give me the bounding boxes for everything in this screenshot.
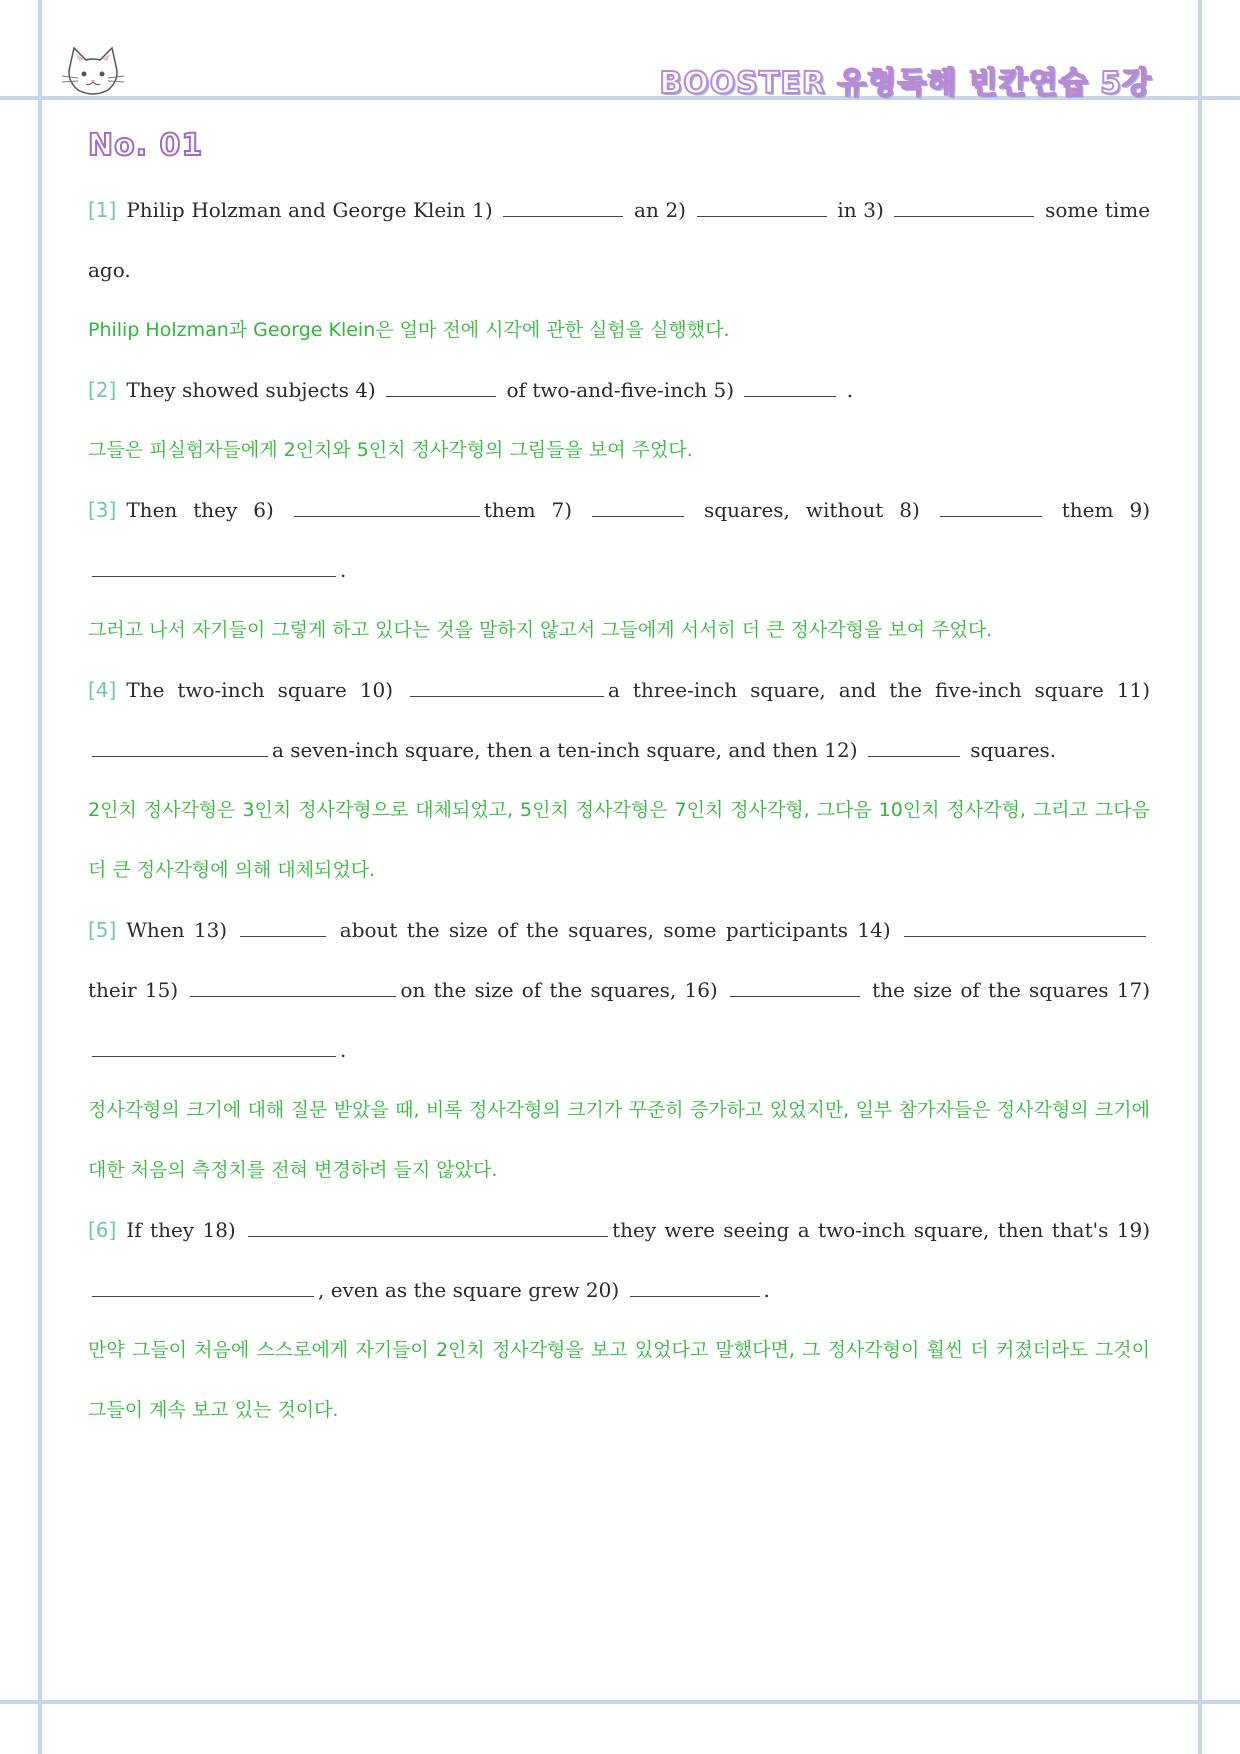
sentence-number: [5] (88, 918, 117, 942)
sentence-number: [1] (88, 198, 117, 222)
sentence-5: [5] When 13) about the size of the squares, some participants 14) their 15) on the size of the squares, 16) the size of the squares 17) . (88, 918, 1151, 1062)
sentence-6: [6] If they 18) they were seeing a two-inch square, then that's 19) , even as the square grew 20) . (88, 1218, 1151, 1302)
cat-icon (58, 44, 128, 102)
translation-2: 그들은 피실험자들에게 2인치와 5인치 정사각형의 그림들을 보여 주었다. (88, 439, 693, 461)
sentence-3: [3] Then they 6) them 7) squares, without 8) them 9) . (88, 498, 1150, 582)
blank-field[interactable] (697, 198, 827, 217)
blank-field[interactable] (190, 978, 396, 997)
blank-field[interactable] (503, 198, 623, 217)
exercise-content (88, 180, 1150, 1440)
translation-1: Philip Holzman과 George Klein은 얼마 전에 시각에 관한 실험을 실행했다. (88, 319, 730, 341)
header-title: BOOSTER 유형독해 빈칸연습 5강 (659, 66, 1152, 101)
frame-bottom-line (0, 1700, 1240, 1704)
sentence-4: [4] The two-inch square 10) a three-inch square, and the five-inch square 11) a seven-inch square, then a ten-inch square, and then 12) squares. (88, 678, 1150, 762)
blank-field[interactable] (240, 918, 326, 937)
blank-field[interactable] (248, 1218, 608, 1237)
translation-6: 만약 그들이 처음에 스스로에게 자기들이 2인치 정사각형을 보고 있었다고 말했다면, 그 정사각형이 훨씬 더 커졌더라도 그것이 그들이 계속 보고 있는 것이다. (88, 1339, 1150, 1421)
translation-5: 정사각형의 크기에 대해 질문 받았을 때, 비록 정사각형의 크기가 꾸준히 증가하고 있었지만, 일부 참가자들은 정사각형의 크기에 대한 처음의 측정치를 전혀 변경하려 들지 않았다. (88, 1099, 1150, 1181)
sentence-1: [1] Philip Holzman and George Klein 1) an 2) in 3) some time ago. (88, 198, 1151, 282)
page-number: No. 01 (88, 128, 204, 163)
blank-field[interactable] (92, 1278, 314, 1297)
translation-3: 그러고 나서 자기들이 그렇게 하고 있다는 것을 말하지 않고서 그들에게 서서히 더 큰 정사각형을 보여 주었다. (88, 619, 993, 641)
blank-field[interactable] (92, 558, 336, 577)
blank-field[interactable] (730, 978, 860, 997)
blank-field[interactable] (940, 498, 1042, 517)
blank-field[interactable] (868, 738, 960, 757)
blank-field[interactable] (592, 498, 684, 517)
sentence-number: [4] (88, 678, 117, 702)
sentence-2: [2] They showed subjects 4) of two-and-five-inch 5) . (88, 378, 854, 402)
blank-field[interactable] (894, 198, 1034, 217)
translation-4: 2인치 정사각형은 3인치 정사각형으로 대체되었고, 5인치 정사각형은 7인치 정사각형, 그다음 10인치 정사각형, 그리고 그다음 더 큰 정사각형에 의해 대체되었다. (88, 799, 1150, 881)
frame-left-line (38, 0, 42, 1754)
blank-field[interactable] (410, 678, 604, 697)
blank-field[interactable] (294, 498, 480, 517)
blank-field[interactable] (92, 738, 268, 757)
sentence-number: [2] (88, 378, 117, 402)
blank-field[interactable] (744, 378, 836, 397)
blank-field[interactable] (904, 918, 1146, 937)
blank-field[interactable] (92, 1038, 336, 1057)
sentence-number: [3] (88, 498, 117, 522)
blank-field[interactable] (386, 378, 496, 397)
sentence-number: [6] (88, 1218, 117, 1242)
blank-field[interactable] (630, 1278, 760, 1297)
frame-right-line (1198, 0, 1202, 1754)
